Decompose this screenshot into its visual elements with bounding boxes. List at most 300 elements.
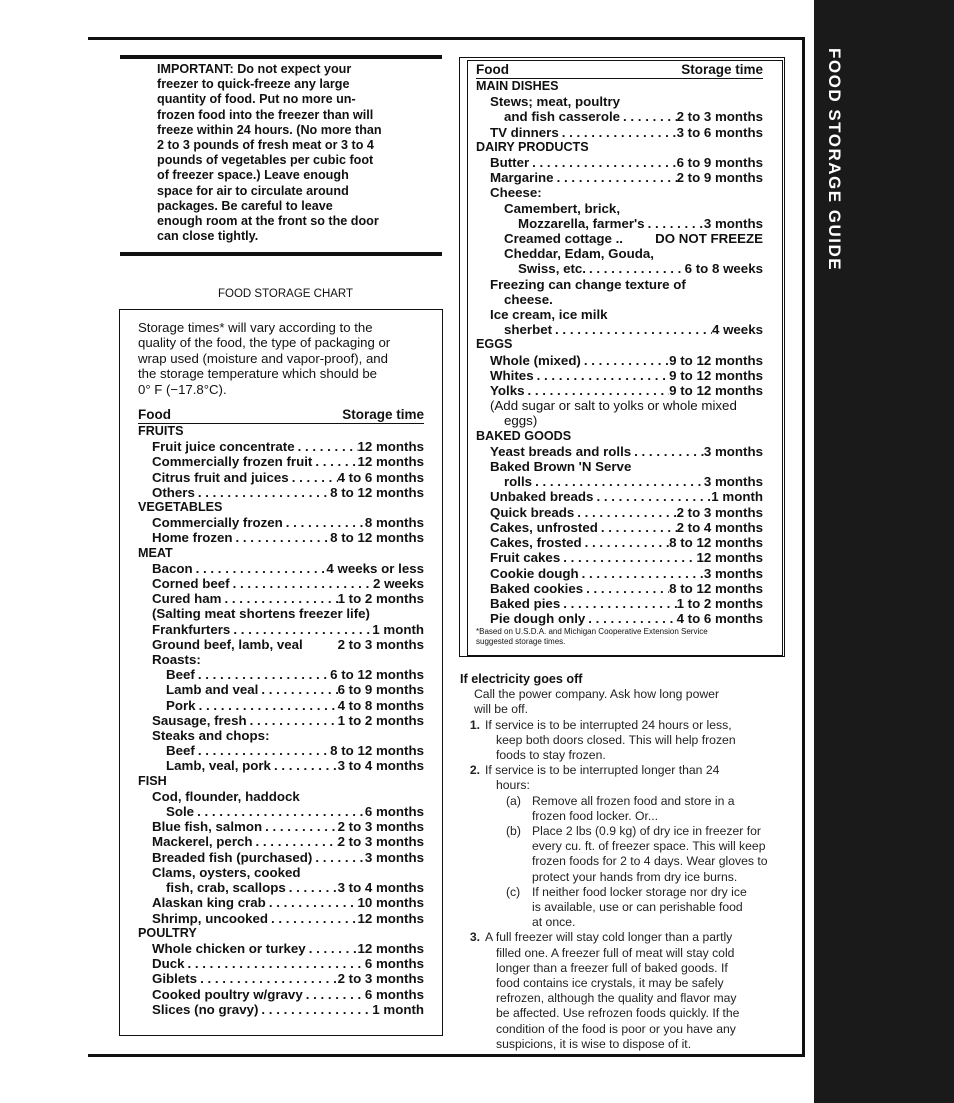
- electricity-intro-line: Call the power company. Ask how long power: [474, 687, 720, 702]
- leader-dots: [195, 485, 330, 500]
- food-name: Whole chicken or turkey: [152, 940, 306, 956]
- chart-intro: [138, 320, 426, 397]
- storage-time: 2 to 3 months: [337, 636, 424, 652]
- subitem-tag: (c): [506, 884, 521, 899]
- electricity-subitem-line: [460, 885, 786, 900]
- storage-time: 8 to 12 months: [669, 535, 763, 551]
- storage-time: 3 months: [703, 474, 763, 490]
- food-name: Cod, flounder, haddock: [152, 788, 300, 804]
- table-row: [476, 444, 763, 459]
- table-row: [476, 535, 763, 550]
- storage-time: 3 to 4 months: [337, 880, 424, 896]
- electricity-item-line: [460, 1037, 786, 1052]
- food-name: (Add sugar or salt to yolks or whole mixed: [490, 398, 737, 414]
- table-row: [138, 591, 424, 606]
- storage-time: 6 to 9 months: [337, 682, 424, 698]
- table-row: [476, 353, 763, 368]
- table-row: [138, 439, 424, 454]
- storage-time: 3 months: [364, 849, 424, 865]
- electricity-intro-line: will be off.: [474, 702, 528, 717]
- table-row: [476, 489, 763, 504]
- food-name: MEAT: [138, 545, 173, 560]
- food-name: MAIN DISHES: [476, 79, 559, 93]
- table-row: [138, 667, 424, 682]
- food-name: Cookie dough: [490, 565, 579, 581]
- electricity-item-line: [460, 976, 786, 991]
- subitem-text: at once.: [532, 915, 576, 930]
- item-text: suspicions, it is wise to dispose of it.: [496, 1036, 692, 1051]
- food-name: Baked pies: [490, 595, 561, 611]
- important-line: enough room at the front so the door: [157, 214, 379, 229]
- electricity-item-line: [460, 718, 786, 733]
- storage-time: 4 to 8 months: [337, 697, 424, 713]
- leader-dots: [559, 125, 677, 140]
- leader-dots: [560, 550, 696, 565]
- food-name: Ice cream, ice milk: [490, 307, 608, 323]
- important-bottom-rule: [120, 252, 442, 256]
- storage-time: 12 months: [357, 910, 424, 926]
- food-name: Slices (no gravy): [152, 1001, 259, 1017]
- electricity-item-line: [460, 930, 786, 945]
- chart-title: FOOD STORAGE CHART: [218, 288, 354, 300]
- leader-dots: [598, 520, 677, 535]
- storage-time: 2 to 3 months: [337, 834, 424, 850]
- food-name: Home frozen: [152, 530, 233, 546]
- leader-dots: [195, 667, 330, 682]
- table-row: [476, 307, 763, 322]
- table-row: [476, 246, 763, 261]
- food-name: Frankfurters: [152, 621, 231, 637]
- food-name: Cakes, unfrosted: [490, 519, 598, 535]
- food-name: Whites: [490, 367, 534, 383]
- food-name: Others: [152, 484, 195, 500]
- footnote: *Based on U.S.D.A. and Michigan Cooperative Extension Service: [476, 627, 708, 637]
- item-text: refrozen, although the quality and flavor may: [496, 991, 737, 1006]
- subitem-text: protect your hands from dry ice burns.: [532, 869, 738, 884]
- important-line: space for air to circulate around: [157, 183, 349, 198]
- electricity-title: If electricity goes off: [460, 672, 583, 686]
- table-row: [138, 850, 424, 865]
- leader-dots: [295, 439, 358, 454]
- food-name: Citrus fruit and juices: [152, 469, 289, 485]
- table-row: [476, 581, 763, 596]
- subitem-tag: (a): [506, 793, 521, 808]
- leader-dots: [534, 368, 670, 383]
- food-name: EGGS: [476, 337, 513, 352]
- electricity-subitem-line: [460, 900, 786, 915]
- storage-time: 2 to 4 months: [676, 519, 763, 535]
- food-name: eggs): [504, 413, 538, 429]
- top-rule: [88, 37, 804, 40]
- storage-time: 12 months: [696, 550, 763, 566]
- leader-dots: [554, 170, 677, 185]
- item-number: 2.: [469, 763, 480, 778]
- table-row: [476, 109, 763, 124]
- intro-line: the storage temperature which should be: [138, 366, 377, 382]
- item-text: If service is to be interrupted 24 hours or less,: [485, 717, 732, 732]
- food-name: Commercially frozen fruit: [152, 454, 313, 470]
- table-row: [138, 576, 424, 591]
- electricity-item-line: [460, 1006, 786, 1021]
- item-number: 1.: [469, 717, 480, 732]
- storage-table-right: [476, 62, 763, 646]
- storage-time: 9 to 12 months: [669, 367, 763, 383]
- header-food: Food: [476, 62, 509, 77]
- food-name: Whole (mixed): [490, 352, 581, 368]
- food-name: Cheddar, Edam, Gouda,: [504, 246, 654, 262]
- food-name: Cooked poultry w/gravy: [152, 986, 303, 1002]
- leader-dots: [289, 470, 338, 485]
- leader-dots: [194, 804, 365, 819]
- storage-time: 8 to 12 months: [669, 580, 763, 596]
- food-name: Corned beef: [152, 576, 230, 592]
- leader-dots: [552, 322, 712, 337]
- storage-time: 1 to 2 months: [676, 595, 763, 611]
- category-heading: [476, 429, 763, 444]
- intro-line: Storage times* will vary according to the: [138, 320, 373, 335]
- leader-dots: [233, 530, 331, 545]
- electricity-subitem-line: [460, 824, 786, 839]
- storage-time: 6 to 9 months: [676, 155, 763, 171]
- storage-time: 4 to 6 months: [337, 469, 424, 485]
- leader-dots: [581, 353, 669, 368]
- table-row: [476, 474, 763, 489]
- storage-time: 3 to 4 months: [337, 758, 424, 774]
- table-row: [138, 652, 424, 667]
- header-storage-time: Storage time: [681, 62, 763, 77]
- table-row: [476, 459, 763, 474]
- table-row: [476, 413, 763, 428]
- table-row: [138, 956, 424, 971]
- leader-dots: [306, 941, 358, 956]
- subitem-text: If neither food locker storage nor dry ice: [532, 884, 747, 899]
- table-row: [138, 758, 424, 773]
- food-name: TV dinners: [490, 124, 559, 140]
- food-name: Lamb, veal, pork: [166, 758, 271, 774]
- leader-dots: [253, 834, 338, 849]
- food-name: Sole: [166, 804, 195, 820]
- leader-dots: [579, 566, 704, 581]
- table-row: [138, 515, 424, 530]
- table-row: [138, 454, 424, 469]
- category-heading: [476, 337, 763, 352]
- storage-time: 8 months: [364, 515, 424, 531]
- electricity-subitem-line: [460, 870, 786, 885]
- table-row: [138, 622, 424, 637]
- table-row: [138, 895, 424, 910]
- table-row: [138, 804, 424, 819]
- food-name: Freezing can change texture of: [490, 276, 686, 292]
- food-name: sherbet: [504, 322, 553, 338]
- food-name: Duck: [152, 956, 185, 972]
- storage-time: 6 months: [364, 986, 424, 1002]
- food-name: Beef: [166, 667, 195, 683]
- storage-time: 1 month: [711, 489, 763, 505]
- food-name: Yeast breads and rolls: [490, 443, 632, 459]
- storage-time: 6 to 8 weeks: [684, 261, 763, 277]
- food-name: Fruit juice concentrate: [152, 439, 295, 455]
- food-name: Steaks and chops:: [152, 728, 270, 744]
- table-header: [138, 407, 424, 424]
- item-number: 3.: [469, 930, 480, 945]
- food-name: Fruit cakes: [490, 550, 561, 566]
- header-storage-time: Storage time: [342, 407, 424, 422]
- leader-dots: [195, 743, 330, 758]
- food-name: Butter: [490, 155, 530, 171]
- leader-dots: [645, 216, 704, 231]
- table-row: [476, 383, 763, 398]
- storage-time: 12 months: [357, 454, 424, 470]
- table-row: [138, 941, 424, 956]
- storage-time: 2 to 3 months: [676, 109, 763, 125]
- leader-dots: [593, 489, 711, 504]
- item-text: keep both doors closed. This will help frozen: [496, 732, 736, 747]
- table-row: [138, 880, 424, 895]
- leader-dots: [230, 576, 373, 591]
- category-heading: [138, 926, 424, 941]
- leader-dots: [582, 535, 670, 550]
- storage-time: 8 to 12 months: [330, 484, 424, 500]
- table-row: [476, 170, 763, 185]
- food-name: Cheese:: [490, 185, 542, 201]
- electricity-item-line: [460, 733, 786, 748]
- leader-dots: [312, 454, 357, 469]
- important-top-rule: [120, 55, 442, 59]
- table-row: [138, 728, 424, 743]
- important-line: pounds of vegetables per cubic foot: [157, 153, 374, 168]
- category-heading: [138, 500, 424, 515]
- food-name: Pie dough only: [490, 611, 586, 627]
- electricity-item-line: [460, 763, 786, 778]
- electricity-subitem-line: [460, 839, 786, 854]
- table-row: [138, 606, 424, 621]
- food-name: Margarine: [490, 170, 554, 186]
- leader-dots: [583, 581, 669, 596]
- important-line: packages. Be careful to leave: [157, 198, 333, 213]
- food-name: Bacon: [152, 560, 193, 576]
- table-row: [476, 596, 763, 611]
- category-heading: [138, 424, 424, 439]
- storage-time: DO NOT FREEZE: [655, 231, 763, 247]
- subitem-text: Remove all frozen food and store in a: [532, 793, 735, 808]
- bottom-rule: [88, 1054, 804, 1057]
- storage-time: 12 months: [357, 940, 424, 956]
- storage-time: 3 months: [703, 443, 763, 459]
- item-text: hours:: [496, 778, 530, 793]
- table-row: [476, 277, 763, 292]
- important-line: of freezer space.) Leave enough: [157, 168, 349, 183]
- leader-dots: [283, 515, 365, 530]
- table-row: [476, 611, 763, 626]
- category-heading: [476, 140, 763, 155]
- food-name: Ground beef, lamb, veal: [152, 636, 303, 652]
- leader-dots: [247, 713, 338, 728]
- leader-dots: [303, 987, 365, 1002]
- leader-dots: [560, 596, 676, 611]
- storage-time: 3 months: [703, 215, 763, 231]
- table-row: [476, 261, 763, 276]
- electricity-subitem-line: [460, 915, 786, 930]
- table-row: [138, 698, 424, 713]
- food-name: Yolks: [490, 383, 525, 399]
- leader-dots: [631, 444, 704, 459]
- important-line: frozen food into the freezer than will: [157, 107, 374, 122]
- leader-dots: [196, 698, 338, 713]
- food-name: Breaded fish (purchased): [152, 849, 313, 865]
- food-name: Commercially frozen: [152, 515, 283, 531]
- storage-time: 8 to 12 months: [330, 530, 424, 546]
- storage-time: 3 months: [703, 565, 763, 581]
- storage-table-left: [138, 407, 424, 1017]
- leader-dots: [586, 261, 685, 276]
- intro-line: 0° F (−17.8°C).: [138, 381, 227, 397]
- storage-time: 1 to 2 months: [337, 591, 424, 607]
- food-name: Baked Brown 'N Serve: [490, 459, 632, 475]
- leader-dots: [529, 155, 676, 170]
- food-name: Camembert, brick,: [504, 200, 621, 216]
- important-line: freezer to quick-freeze any large: [157, 77, 350, 92]
- table-row: [476, 155, 763, 170]
- food-name: Clams, oysters, cooked: [152, 864, 301, 880]
- important-notice: [157, 62, 407, 244]
- item-text: longer than a freezer full of baked goods. If: [496, 960, 728, 975]
- leader-dots: [230, 622, 372, 637]
- item-text: be affected. Use refrozen foods quickly. If the: [496, 1006, 740, 1021]
- leader-dots: [258, 682, 337, 697]
- leader-dots: [525, 383, 670, 398]
- food-name: fish, crab, scallops: [166, 880, 286, 896]
- leader-dots: [262, 819, 337, 834]
- food-name: Cured ham: [152, 591, 222, 607]
- table-row: [138, 834, 424, 849]
- intro-line: wrap used (moisture and vapor-proof), and: [138, 350, 388, 366]
- storage-time: 6 to 12 months: [330, 667, 424, 683]
- table-row: [476, 550, 763, 565]
- electricity-subitem-line: [460, 794, 786, 809]
- item-text: A full freezer will stay cold longer than a partly: [485, 930, 733, 945]
- leader-dots: [585, 611, 676, 626]
- food-name: Beef: [166, 743, 195, 759]
- food-name: Mozzarella, farmer's: [518, 215, 645, 231]
- subitem-text: frozen foods for 2 to 4 days. Wear gloves to: [532, 854, 768, 869]
- electricity-item-line: [460, 748, 786, 763]
- food-name: BAKED GOODS: [476, 428, 572, 443]
- table-row: [138, 713, 424, 728]
- table-row: [476, 216, 763, 231]
- subitem-text: frozen food locker. Or...: [532, 808, 658, 823]
- leader-dots: [286, 880, 338, 895]
- table-row: [138, 987, 424, 1002]
- leader-dots: [620, 109, 677, 124]
- electricity-item-line: [460, 1022, 786, 1037]
- food-name: Roasts:: [152, 652, 201, 668]
- table-row: [476, 398, 763, 413]
- food-name: Stews; meat, poultry: [490, 94, 621, 110]
- table-row: [138, 865, 424, 880]
- table-row: [138, 637, 424, 652]
- leader-dots: [268, 911, 358, 926]
- leader-dots: [258, 1002, 372, 1017]
- item-text: If service is to be interrupted longer than 24: [485, 763, 720, 778]
- table-row: [138, 971, 424, 986]
- electricity-item-line: [460, 946, 786, 961]
- table-row: [138, 911, 424, 926]
- header-food: Food: [138, 407, 171, 422]
- food-name: Shrimp, uncooked: [152, 910, 268, 926]
- important-line: freeze within 24 hours. (No more than: [157, 122, 382, 137]
- storage-time: 1 to 2 months: [337, 712, 424, 728]
- food-name: Pork: [166, 697, 196, 713]
- important-line: can close tightly.: [157, 229, 259, 244]
- category-heading: [138, 546, 424, 561]
- table-row: [138, 819, 424, 834]
- right-rule: [802, 37, 805, 1057]
- electricity-subitem-line: [460, 854, 786, 869]
- food-name: (Salting meat shortens freezer life): [152, 606, 370, 622]
- leader-dots: [532, 474, 704, 489]
- table-row: [476, 368, 763, 383]
- leader-dots: [574, 505, 676, 520]
- leader-dots: [312, 850, 365, 865]
- subitem-text: every cu. ft. of freezer space. This will keep: [532, 839, 766, 854]
- food-name: Blue fish, salmon: [152, 819, 263, 835]
- storage-time: 12 months: [357, 439, 424, 455]
- food-name: FISH: [138, 773, 167, 788]
- food-name: POULTRY: [138, 925, 197, 940]
- food-name: Baked cookies: [490, 580, 584, 596]
- leader-dots: [197, 971, 337, 986]
- food-name: Quick breads: [490, 504, 575, 520]
- table-row: [476, 94, 763, 109]
- item-text: food contains ice crystals, it may be safely: [496, 976, 724, 991]
- storage-time: 1 month: [372, 621, 424, 637]
- storage-time: 4 to 6 months: [676, 611, 763, 627]
- storage-time: 2 to 9 months: [676, 170, 763, 186]
- storage-time: 6 months: [364, 804, 424, 820]
- table-row: [476, 125, 763, 140]
- table-row: [138, 485, 424, 500]
- leader-dots: [185, 956, 365, 971]
- item-text: filled one. A freezer full of meat will stay cold: [496, 945, 735, 960]
- storage-time: 4 weeks: [711, 322, 763, 338]
- category-heading: [476, 79, 763, 94]
- side-tab: [814, 0, 954, 1103]
- storage-time: 4 weeks or less: [326, 560, 424, 576]
- storage-time: 8 to 12 months: [330, 743, 424, 759]
- table-row: [476, 201, 763, 216]
- table-row: [138, 561, 424, 576]
- storage-time: 2 to 3 months: [337, 819, 424, 835]
- table-row: [476, 566, 763, 581]
- leader-dots: [193, 561, 327, 576]
- food-name: FRUITS: [138, 424, 184, 438]
- food-name: Alaskan king crab: [152, 895, 266, 911]
- electricity-subitem-line: [460, 809, 786, 824]
- table-row: [476, 292, 763, 307]
- item-text: foods to stay frozen.: [496, 748, 606, 763]
- food-name: cheese.: [504, 291, 553, 307]
- table-row: [138, 789, 424, 804]
- subitem-text: Place 2 lbs (0.9 kg) of dry ice in freezer for: [532, 824, 761, 839]
- storage-time: 9 to 12 months: [669, 383, 763, 399]
- food-name: Sausage, fresh: [152, 712, 247, 728]
- leader-dots: [221, 591, 337, 606]
- table-row: [476, 505, 763, 520]
- item-text: condition of the food is poor or you have any: [496, 1021, 736, 1036]
- food-name: Mackerel, perch: [152, 834, 253, 850]
- storage-time: 9 to 12 months: [669, 352, 763, 368]
- food-name: rolls: [504, 474, 533, 490]
